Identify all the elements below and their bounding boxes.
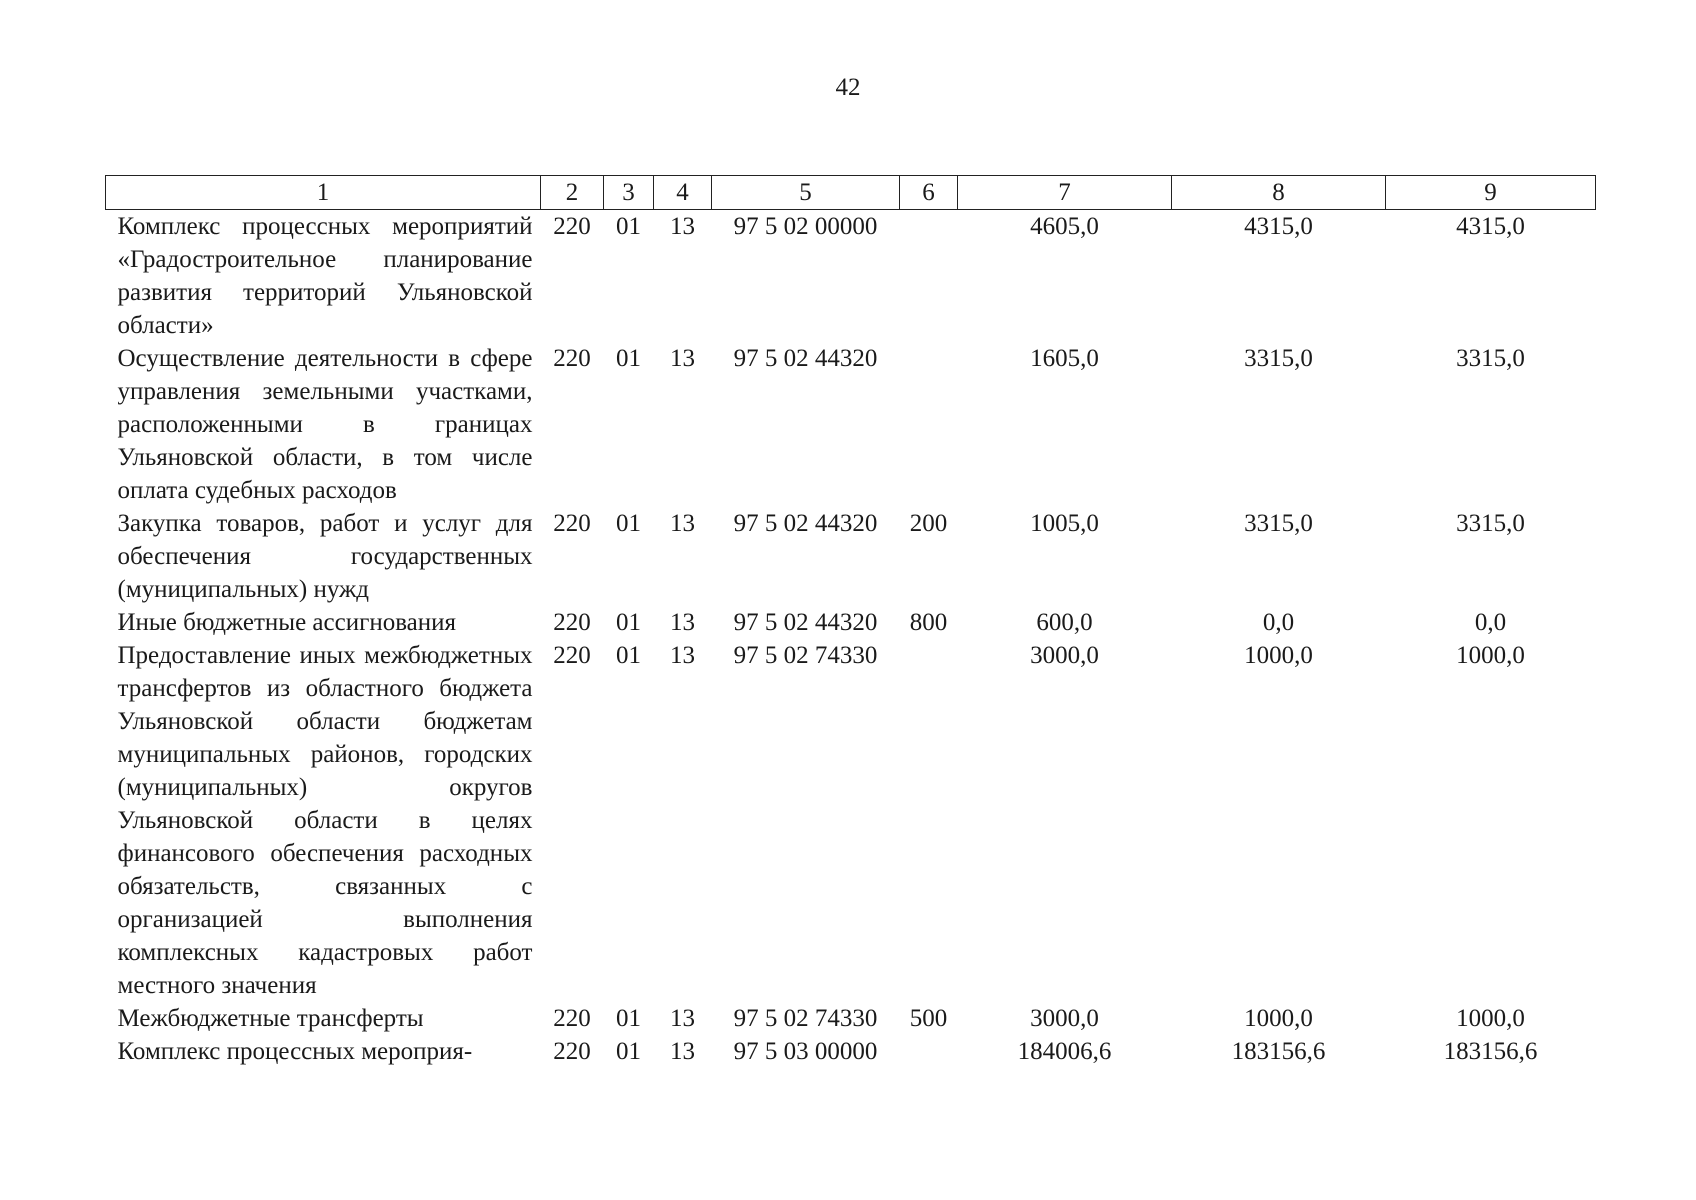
row-value-9: 0,0 xyxy=(1474,609,1507,636)
row-vr xyxy=(900,342,958,507)
row-rz: 01 xyxy=(616,1038,641,1065)
row-gr: 220 xyxy=(553,1005,591,1032)
row-rz: 01 xyxy=(616,213,641,240)
row-gr: 220 xyxy=(553,1038,591,1065)
header-col-6: 6 xyxy=(900,176,958,210)
row-pr: 13 xyxy=(670,1005,695,1032)
row-vr xyxy=(900,639,958,1002)
table-row xyxy=(106,507,1596,606)
table-row xyxy=(106,342,1596,507)
table-row xyxy=(106,210,1596,343)
row-name: Комплекс процессных мероприятий «Градостроительное планирование развития территорий Ульяновской области» xyxy=(117,213,533,339)
row-rz: 01 xyxy=(616,345,641,372)
row-rz: 01 xyxy=(616,510,641,537)
row-name: Иные бюджетные ассигнования xyxy=(117,609,457,636)
header-col-7: 7 xyxy=(958,176,1172,210)
page-number: 42 xyxy=(835,74,861,101)
header-col-5: 5 xyxy=(712,176,900,210)
row-value-8: 0,0 xyxy=(1262,609,1295,636)
table-row xyxy=(106,606,1596,639)
table-row xyxy=(106,639,1596,1002)
row-value-9: 3315,0 xyxy=(1456,510,1525,537)
header-row xyxy=(106,176,1596,210)
table-row xyxy=(106,1002,1596,1035)
header-col-1: 1 xyxy=(106,176,541,210)
row-rz: 01 xyxy=(616,609,641,636)
row-name: Осуществление деятельности в сфере управления земельными участками, расположенными в границах Ульяновской области, в том числе оплата судебных расходов xyxy=(117,345,533,504)
header-col-4: 4 xyxy=(654,176,712,210)
row-pr: 13 xyxy=(670,213,695,240)
row-name: Межбюджетные трансферты xyxy=(117,1005,424,1032)
row-value-8: 1000,0 xyxy=(1244,1005,1313,1032)
row-value-7: 1605,0 xyxy=(1030,345,1099,372)
table-row xyxy=(106,1035,1596,1068)
row-value-8: 1000,0 xyxy=(1244,642,1313,669)
row-value-8: 183156,6 xyxy=(1231,1038,1326,1065)
row-vr xyxy=(900,210,958,343)
row-name: Комплекс процессных мероприя- xyxy=(117,1038,473,1065)
row-pr: 13 xyxy=(670,510,695,537)
budget-table xyxy=(105,175,1596,1068)
row-value-9: 3315,0 xyxy=(1456,345,1525,372)
row-value-9: 4315,0 xyxy=(1456,213,1525,240)
row-gr: 220 xyxy=(553,345,591,372)
row-gr: 220 xyxy=(553,510,591,537)
row-pr: 13 xyxy=(670,1038,695,1065)
row-value-7: 1005,0 xyxy=(1030,510,1099,537)
row-value-8: 3315,0 xyxy=(1244,345,1313,372)
row-csr: 97 5 02 74330 xyxy=(733,642,878,669)
row-gr: 220 xyxy=(553,642,591,669)
row-value-7: 3000,0 xyxy=(1030,1005,1099,1032)
row-pr: 13 xyxy=(670,642,695,669)
row-vr: 800 xyxy=(909,609,948,636)
row-gr: 220 xyxy=(553,213,591,240)
row-vr: 200 xyxy=(909,510,948,537)
row-csr: 97 5 02 44320 xyxy=(733,609,878,636)
row-value-7: 184006,6 xyxy=(1017,1038,1112,1065)
row-gr: 220 xyxy=(553,609,591,636)
row-csr: 97 5 02 44320 xyxy=(733,510,878,537)
row-value-8: 3315,0 xyxy=(1244,510,1313,537)
header-col-3: 3 xyxy=(604,176,654,210)
row-value-7: 4605,0 xyxy=(1030,213,1099,240)
row-csr: 97 5 02 74330 xyxy=(733,1005,878,1032)
row-value-8: 4315,0 xyxy=(1244,213,1313,240)
row-name: Закупка товаров, работ и услуг для обеспечения государственных (муниципальных) нужд xyxy=(117,510,533,603)
row-value-9: 1000,0 xyxy=(1456,642,1525,669)
row-pr: 13 xyxy=(670,345,695,372)
row-rz: 01 xyxy=(616,642,641,669)
row-vr xyxy=(900,1035,958,1068)
header-col-8: 8 xyxy=(1172,176,1386,210)
row-value-7: 600,0 xyxy=(1036,609,1093,636)
header-col-9: 9 xyxy=(1386,176,1596,210)
row-pr: 13 xyxy=(670,609,695,636)
row-csr: 97 5 03 00000 xyxy=(733,1038,878,1065)
row-value-7: 3000,0 xyxy=(1030,642,1099,669)
row-vr: 500 xyxy=(909,1005,948,1032)
row-csr: 97 5 02 44320 xyxy=(733,345,878,372)
header-col-2: 2 xyxy=(541,176,604,210)
row-value-9: 183156,6 xyxy=(1443,1038,1538,1065)
row-name: Предоставление иных межбюджетных трансфертов из областного бюджета Ульяновской области бюджетам муниципальных районов, городских (муниципальных) округов Ульяновской области в целях финансового обеспечения расходных обязательств, связанных с организацией выполнения комплексных кадастровых работ местного значения xyxy=(117,642,533,999)
row-value-9: 1000,0 xyxy=(1456,1005,1525,1032)
row-rz: 01 xyxy=(616,1005,641,1032)
row-csr: 97 5 02 00000 xyxy=(733,213,878,240)
